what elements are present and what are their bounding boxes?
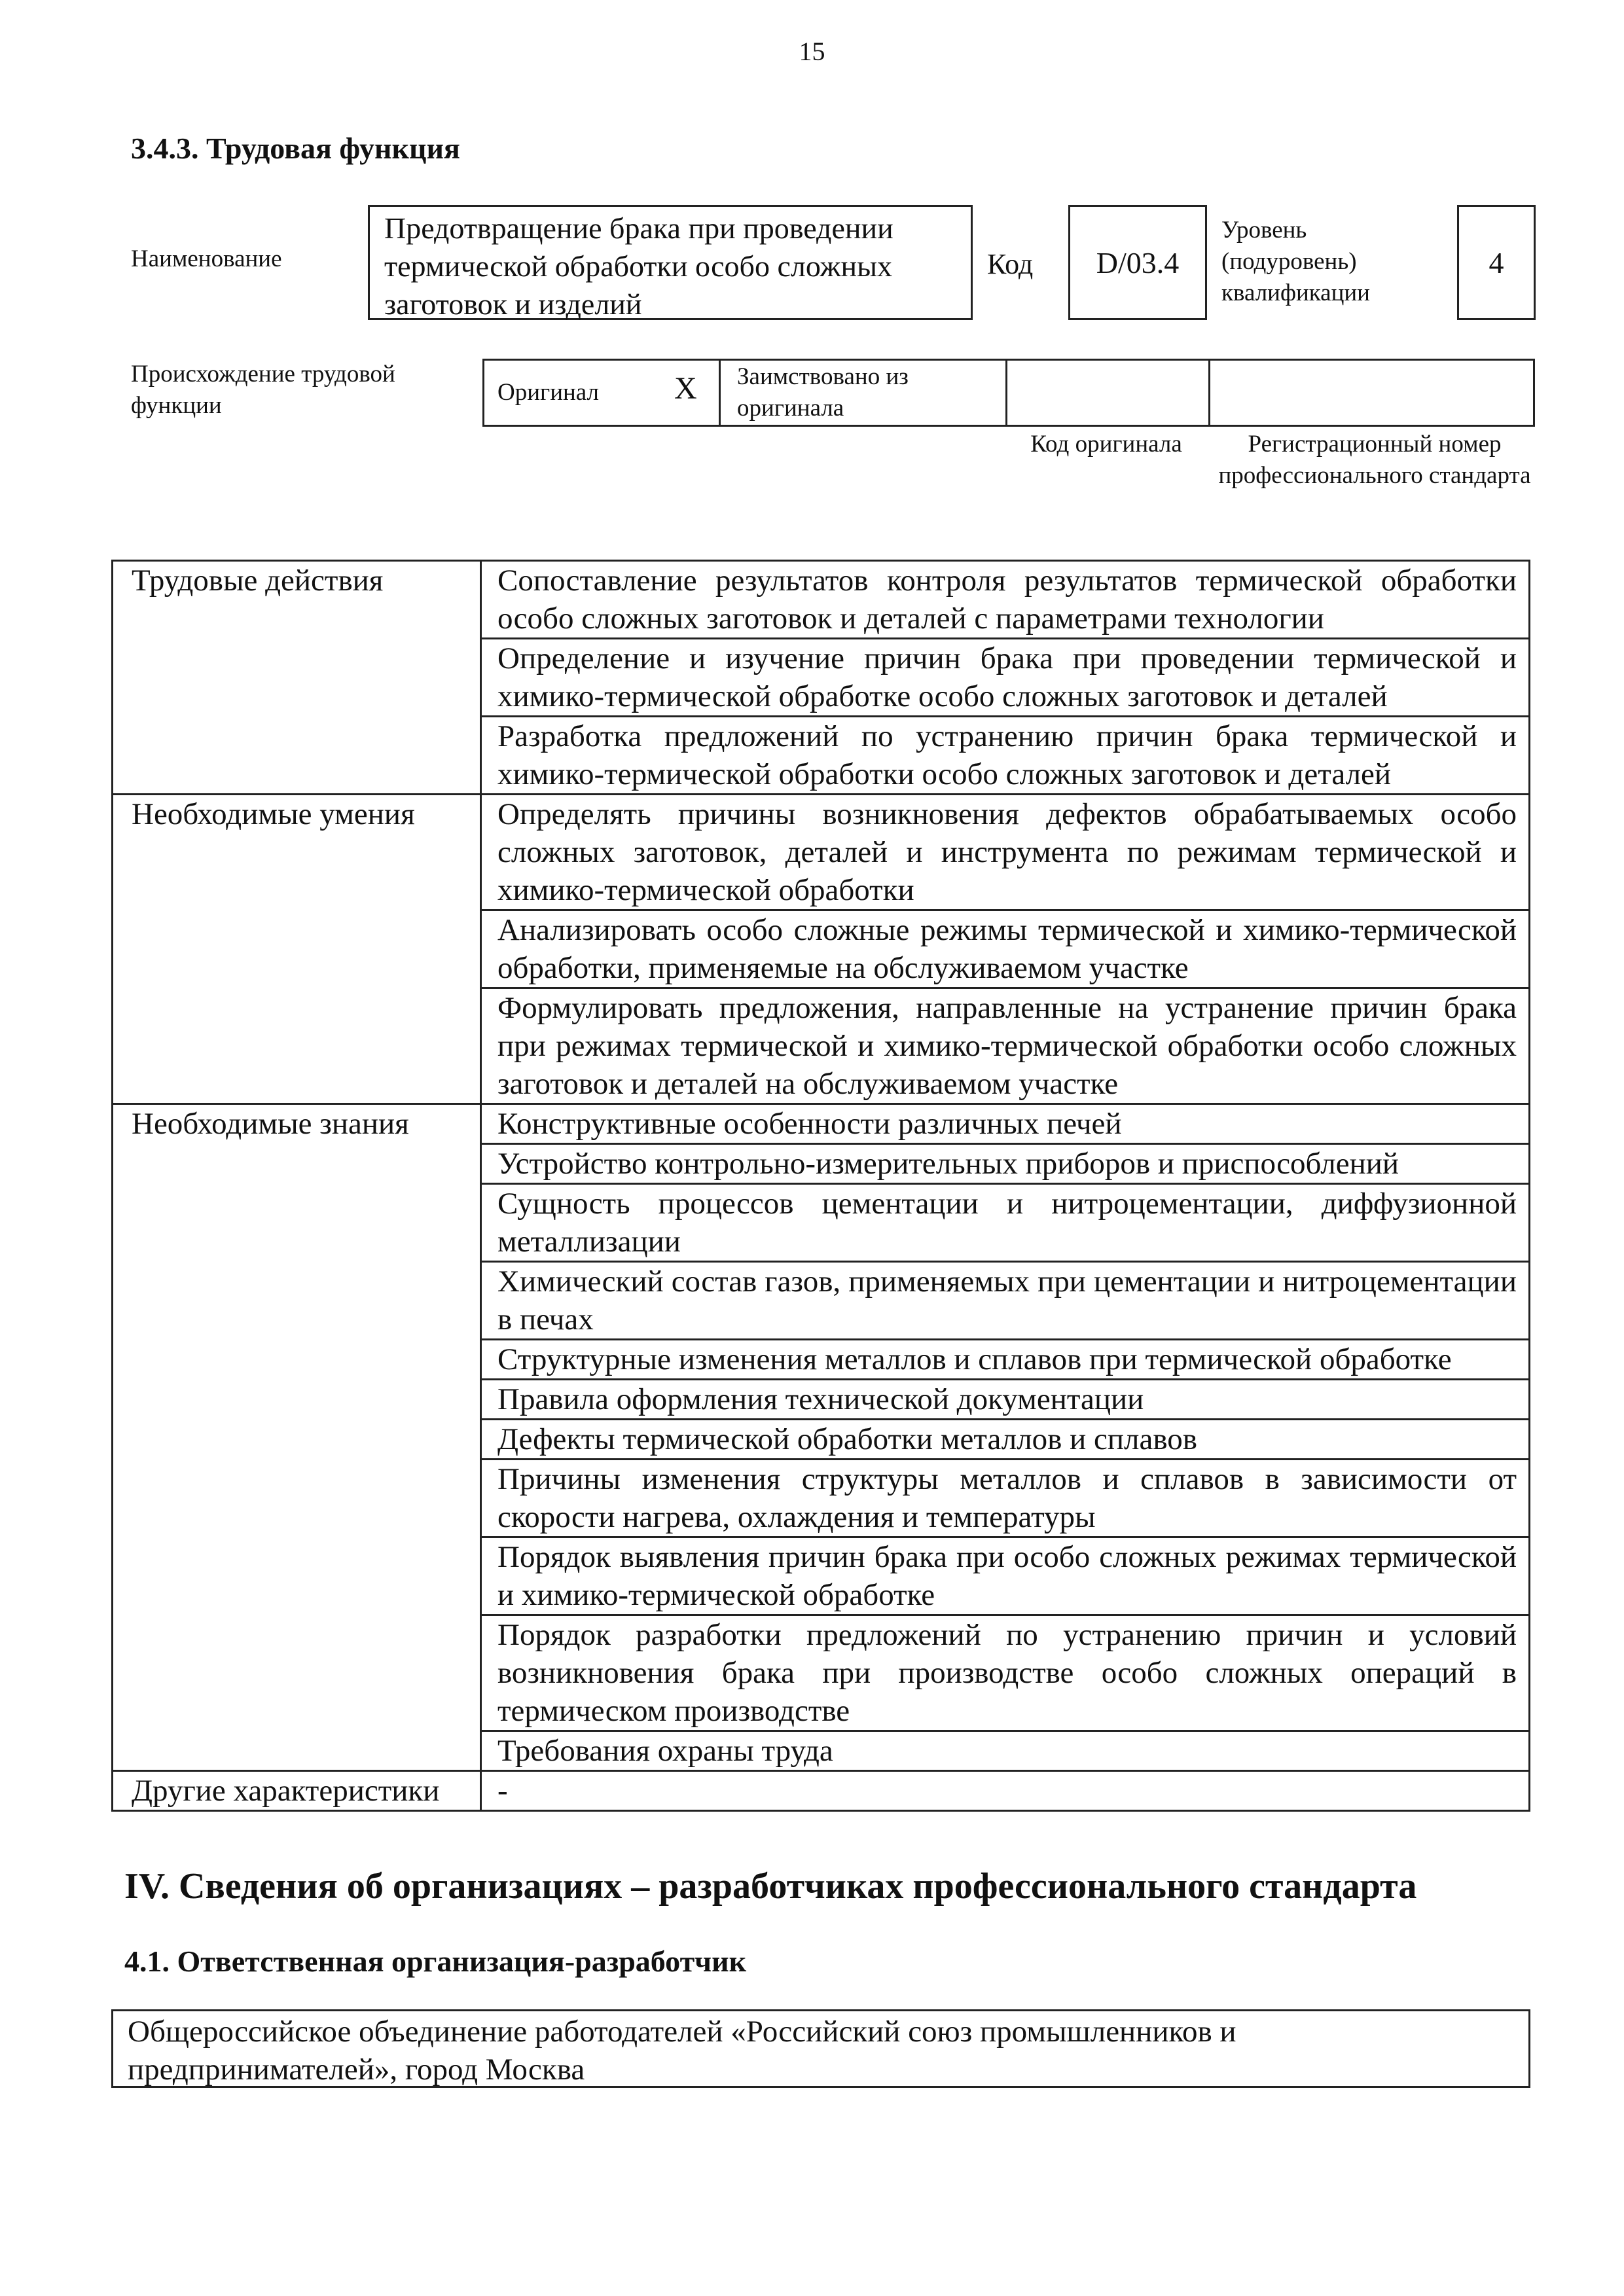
table-row bbox=[113, 561, 1530, 639]
row-label-actions: Трудовые действия bbox=[113, 561, 481, 795]
borrowed-label: Заимствовано из оригинала bbox=[737, 363, 909, 422]
section4-title: IV. Сведения об организациях – разработчиках профессионального стандарта bbox=[124, 1866, 1417, 1907]
table-cell: Порядок выявления причин брака при особо сложных режимах термической и химико-термической обработке bbox=[481, 1537, 1530, 1615]
table-cell: Устройство контрольно-измерительных приборов и приспособлений bbox=[481, 1144, 1530, 1184]
level-label-line-1: Уровень bbox=[1221, 217, 1307, 243]
code-original-caption: Код оригинала bbox=[1030, 431, 1182, 457]
row-label-skills: Необходимые умения bbox=[113, 795, 481, 1104]
origin-label: Происхождение трудовой функции bbox=[131, 361, 395, 419]
row-label-knowledge: Необходимые знания bbox=[113, 1104, 481, 1771]
row-label-other: Другие характеристики bbox=[113, 1771, 481, 1811]
table-cell: Требования охраны труда bbox=[481, 1731, 1530, 1771]
table-cell: Определение и изучение причин брака при проведении термической и химико-термической обработке особо сложных заготовок и деталей bbox=[481, 639, 1530, 717]
level-label-line-2: (подуровень) bbox=[1221, 248, 1357, 275]
table-cell: - bbox=[481, 1771, 1530, 1811]
name-value: Предотвращение брака при проведении термической обработки особо сложных заготовок и изделий bbox=[384, 211, 893, 321]
org-text: Общероссийское объединение работодателей «Российский союз промышленников и предпринимателей», город Москва bbox=[128, 2015, 1236, 2087]
level-value: 4 bbox=[1489, 245, 1504, 279]
table-cell: Структурные изменения металлов и сплавов при термической обработке bbox=[481, 1340, 1530, 1380]
table-cell: Сопоставление результатов контроля результатов термической обработки особо сложных заготовок и деталей с параметрами технологии bbox=[481, 561, 1530, 639]
table-cell: Дефекты термической обработки металлов и сплавов bbox=[481, 1420, 1530, 1460]
name-label: Наименование bbox=[131, 245, 282, 272]
table-cell: Определять причины возникновения дефектов обрабатываемых особо сложных заготовок, деталей и инструмента по режимам термической и химико-термической обработки bbox=[481, 795, 1530, 910]
original-mark: X bbox=[674, 371, 697, 406]
name-value-box bbox=[368, 205, 973, 320]
section-title: 3.4.3. Трудовая функция bbox=[131, 132, 460, 165]
code-value: D/03.4 bbox=[1096, 245, 1180, 279]
labor-function-table bbox=[111, 560, 1530, 1812]
table-cell: Химический состав газов, применяемых при цементации и нитроцементации в печах bbox=[481, 1262, 1530, 1340]
table-row bbox=[113, 1104, 1530, 1144]
code-value-box bbox=[1068, 205, 1207, 320]
table-cell: Сущность процессов цементации и нитроцементации, диффузионной металлизации bbox=[481, 1184, 1530, 1262]
reg-number-caption: Регистрационный номер профессионального стандарта bbox=[1218, 431, 1531, 489]
subsection41-title: 4.1. Ответственная организация-разработчик bbox=[124, 1945, 747, 1978]
origin-table bbox=[482, 359, 1535, 427]
origin-divider-3 bbox=[1208, 359, 1210, 427]
table-cell: Формулировать предложения, направленные на устранение причин брака при режимах термической и химико-термической обработки особо сложных заготовок и деталей на обслуживаемом участке bbox=[481, 988, 1530, 1104]
org-box bbox=[111, 2009, 1530, 2088]
table-cell: Разработка предложений по устранению причин брака термической и химико-термической обработки особо сложных заготовок и деталей bbox=[481, 717, 1530, 795]
level-label bbox=[1221, 215, 1370, 309]
origin-divider-2 bbox=[1005, 359, 1007, 427]
table-cell: Конструктивные особенности различных печей bbox=[481, 1104, 1530, 1144]
table-row bbox=[113, 795, 1530, 910]
table-cell: Порядок разработки предложений по устранению причин и условий возникновения брака при производстве особо сложных операций в термическом производстве bbox=[481, 1615, 1530, 1731]
table-row bbox=[113, 1771, 1530, 1811]
table-cell: Правила оформления технической документации bbox=[481, 1380, 1530, 1420]
code-label: Код bbox=[987, 248, 1034, 280]
table-cell: Анализировать особо сложные режимы термической и химико-термической обработки, применяемые на обслуживаемом участке bbox=[481, 910, 1530, 988]
table-cell: Причины изменения структуры металлов и сплавов в зависимости от скорости нагрева, охлаждения и температуры bbox=[481, 1460, 1530, 1537]
origin-divider-1 bbox=[719, 359, 721, 427]
level-label-line-3: квалификации bbox=[1221, 279, 1370, 306]
level-value-box bbox=[1457, 205, 1536, 320]
original-label: Оригинал bbox=[497, 379, 600, 406]
page-number: 15 bbox=[799, 37, 825, 66]
